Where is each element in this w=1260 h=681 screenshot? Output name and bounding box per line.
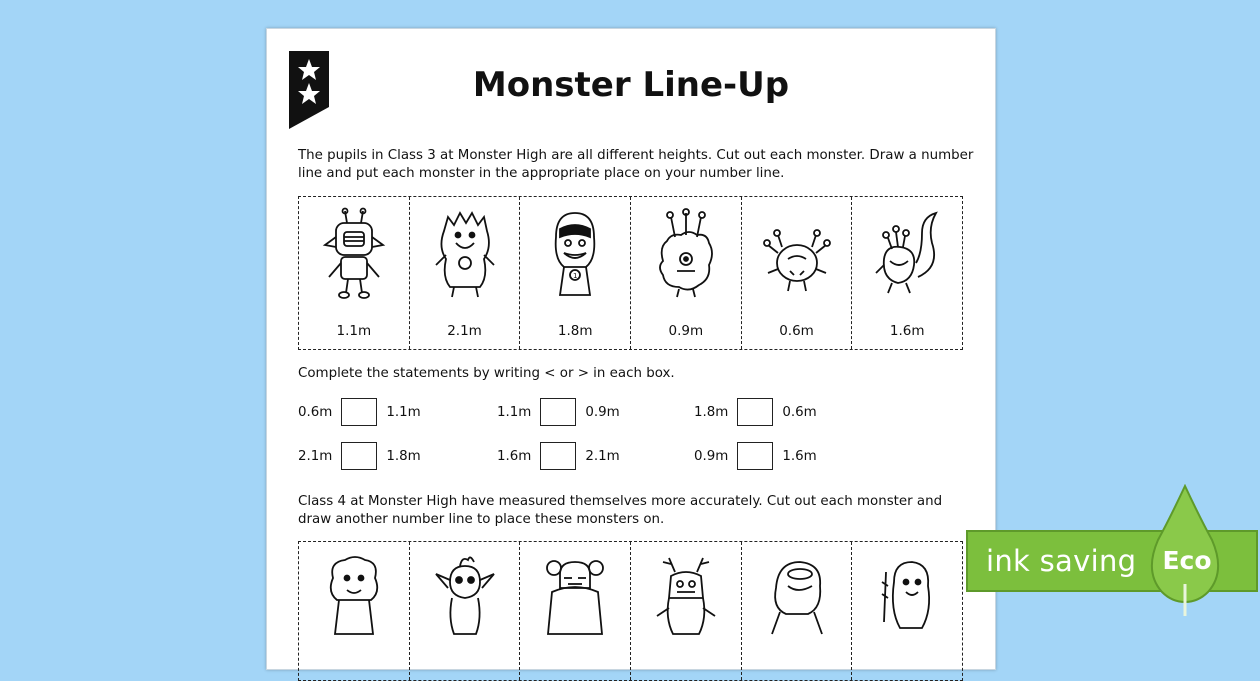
- lion-monster-icon: [319, 552, 389, 642]
- monster-height: 1.6m: [889, 323, 925, 339]
- beast-monster-icon: [762, 552, 832, 642]
- answer-box[interactable]: [540, 442, 576, 470]
- left-value: 1.8m: [694, 404, 729, 420]
- compare-instruction: Complete the statements by writing < or > in each box.: [298, 366, 675, 381]
- right-value: 2.1m: [585, 448, 620, 464]
- furry-monster-icon: [430, 207, 500, 302]
- answer-box[interactable]: [737, 398, 773, 426]
- monster-card[interactable]: [410, 542, 521, 680]
- monster-card[interactable]: [299, 542, 410, 680]
- monster-height: 0.6m: [779, 323, 814, 339]
- left-value: 0.6m: [298, 404, 333, 420]
- monster-card[interactable]: [631, 542, 742, 680]
- monster-card[interactable]: [410, 197, 521, 349]
- ink-saving-text: ink saving: [986, 544, 1137, 578]
- monster-card[interactable]: [520, 542, 631, 680]
- monster-card[interactable]: [520, 197, 631, 349]
- worksheet-page: [266, 28, 996, 670]
- answer-box[interactable]: [341, 398, 377, 426]
- left-value: 1.1m: [497, 404, 532, 420]
- tailed-monster-icon: [872, 207, 942, 302]
- monster-card[interactable]: [742, 542, 853, 680]
- monster-card[interactable]: [631, 197, 742, 349]
- left-value: 1.6m: [497, 448, 532, 464]
- comparison-statement: [694, 398, 817, 426]
- class3-monster-strip: [298, 196, 963, 350]
- left-value: 0.9m: [694, 448, 729, 464]
- answer-box[interactable]: [341, 442, 377, 470]
- answer-box[interactable]: [737, 442, 773, 470]
- right-value: 1.8m: [386, 448, 421, 464]
- eco-label: Eco: [1162, 546, 1212, 575]
- class4-monster-strip: [298, 541, 963, 681]
- fluffy-monster-icon: [651, 207, 721, 302]
- comparison-statement: [298, 398, 421, 426]
- comparison-statement: [298, 442, 421, 470]
- monster-card[interactable]: [852, 542, 962, 680]
- monster-card[interactable]: [742, 197, 853, 349]
- horned-monster-icon: [540, 552, 610, 642]
- hairy-monster-icon: [872, 552, 942, 642]
- right-value: 0.6m: [782, 404, 817, 420]
- answer-box[interactable]: [540, 398, 576, 426]
- blob-monster-icon: [762, 207, 832, 302]
- monster-card[interactable]: [852, 197, 962, 349]
- monster-height: 1.1m: [336, 323, 372, 339]
- comparison-statement: [497, 398, 620, 426]
- comparison-statement: [497, 442, 620, 470]
- antler-monster-icon: [651, 552, 721, 642]
- comparison-statement: [694, 442, 817, 470]
- right-value: 1.1m: [386, 404, 421, 420]
- monster-height: 1.8m: [557, 323, 593, 339]
- svg-text:1: 1: [573, 272, 578, 280]
- monster-height: 0.9m: [668, 323, 704, 339]
- right-value: 0.9m: [585, 404, 620, 420]
- left-value: 2.1m: [298, 448, 333, 464]
- robot-monster-icon: [319, 207, 389, 302]
- monster-card[interactable]: [299, 197, 410, 349]
- monster-height: 2.1m: [447, 323, 482, 339]
- hooded-monster-icon: [540, 207, 610, 302]
- page-title: Monster Line-Up: [472, 65, 790, 105]
- class4-instruction: Class 4 at Monster High have measured themselves more accurately. Cut out each monster and draw another number line to place these monsters on.: [298, 494, 943, 527]
- goblin-monster-icon: [430, 552, 500, 642]
- intro-text: The pupils in Class 3 at Monster High are all different heights. Cut out each monster. Draw a number line and put each monster in the appropriate place on your number line.: [298, 148, 974, 181]
- right-value: 1.6m: [782, 448, 817, 464]
